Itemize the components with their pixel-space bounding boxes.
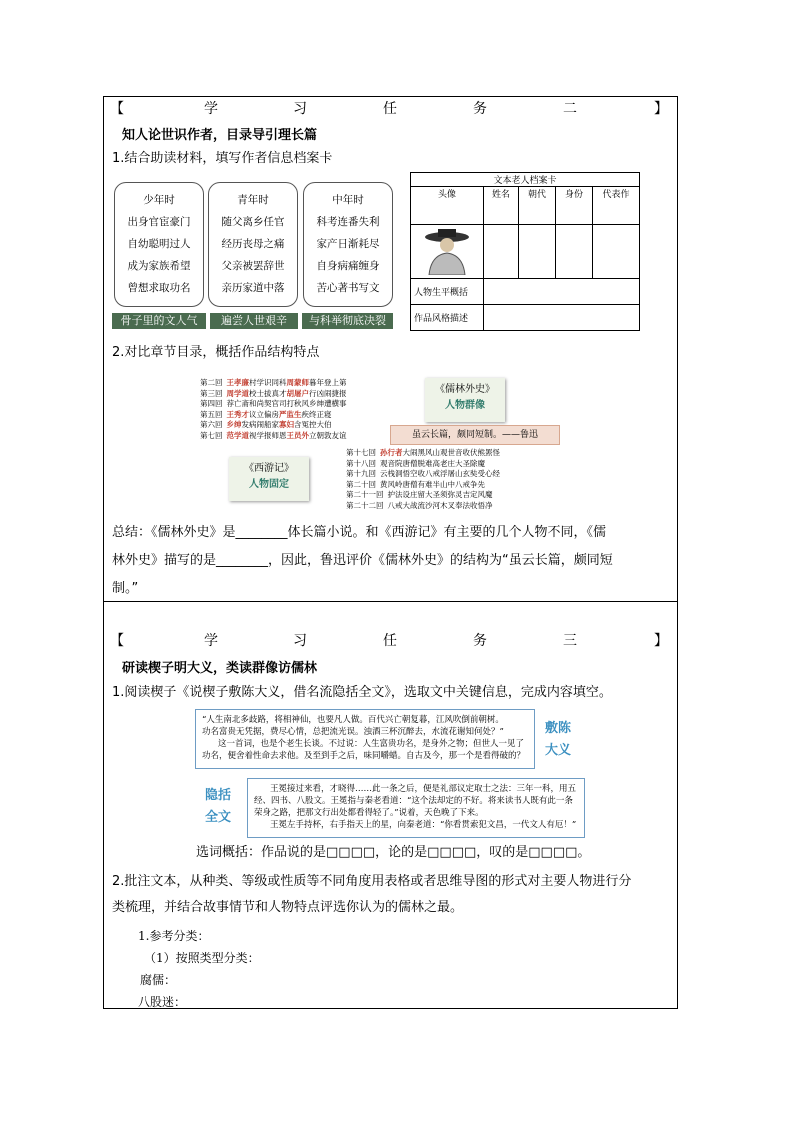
card-title: 中年时	[332, 194, 364, 206]
header-char: 习	[293, 101, 307, 117]
lu-xun-quote: 虽云长篇，颇同短制。——鲁迅	[390, 425, 560, 445]
middle-age-card	[303, 182, 393, 307]
chapter-d: 含冤控大伯	[294, 420, 332, 429]
card-line: 苦心著书写文	[316, 282, 380, 294]
chapter-no: 第十九回	[346, 469, 376, 478]
archive-header: 姓名	[484, 187, 519, 225]
chapter-b: 村学识同科	[249, 378, 287, 387]
chapter-b: 观音院唐僧脱难	[380, 458, 433, 468]
excerpt-line: 荣身之路，把那文行出处都看得轻了。”说着，天色晚了下来。	[254, 808, 484, 818]
chapter-row	[346, 459, 500, 470]
card-title: 青年时	[237, 194, 269, 206]
archive-card	[410, 172, 640, 331]
chapter-c: 周蒙师	[286, 378, 309, 387]
archive-row-label: 作品风格描述	[411, 305, 484, 331]
chapter-d: 浮屠山玄奘受心经	[440, 469, 500, 478]
chapter-row	[200, 389, 347, 400]
chapter-d: 立朝敦友谊	[309, 430, 347, 440]
chapter-b: 大闹黑风山	[402, 448, 440, 457]
card-tag: 与科举彻底决裂	[302, 313, 393, 329]
chapter-d: 半山中八戒争先	[432, 479, 485, 489]
archive-title: 文本老人档案卡	[411, 173, 640, 187]
chapter-d: 须弥灵吉定风魔	[440, 490, 493, 499]
chapter-no: 第二十一回	[346, 490, 384, 499]
chapter-row	[346, 448, 500, 459]
header-char: 务	[473, 633, 487, 649]
bracket-open: 【	[110, 633, 124, 649]
chapter-no: 第二十二回	[346, 500, 384, 510]
box2-label	[205, 785, 231, 829]
archive-header: 代表作	[593, 187, 640, 225]
reference-classification	[138, 925, 260, 1013]
card-line: 自幼聪明过人	[127, 238, 191, 250]
reference-line: 八股迷：	[138, 995, 187, 1009]
archive-header: 朝代	[519, 187, 556, 225]
card-line: 亲历家道中落	[221, 282, 285, 294]
chapter-b: 发病闹船家	[241, 420, 279, 429]
portrait-cell	[411, 225, 484, 279]
chapter-no: 第二回	[200, 378, 223, 387]
header-char: 学	[204, 101, 218, 117]
archive-header: 身份	[556, 187, 593, 225]
header-char: 务	[473, 101, 487, 117]
chapter-no: 第七回	[200, 430, 223, 440]
chapter-row	[200, 378, 347, 389]
excerpt-line: 功名富贵无凭据，费尽心情，总把流光误。浊酒三杯沉醉去，水流花谢知何处？”	[202, 727, 504, 737]
chapter-no: 第三回	[200, 388, 223, 398]
chapter-row	[346, 490, 500, 501]
xiyou-subtitle: 人物固定	[249, 479, 289, 490]
box1-label	[545, 718, 571, 762]
header-char: 习	[293, 633, 307, 649]
chapter-d: 暮年登上第	[309, 378, 347, 387]
chapter-a: 周学道	[226, 388, 249, 398]
xiyou-label	[229, 457, 309, 501]
chapter-c: 胡屠户	[286, 388, 309, 398]
chapter-no: 第十八回	[346, 458, 376, 468]
card-line: 父亲被罢辞世	[221, 260, 285, 272]
task2-header	[110, 98, 670, 118]
chapter-b: 校士拔真才	[249, 388, 287, 398]
card-line: 家产日渐耗尽	[316, 238, 380, 250]
chapter-no: 第四回	[200, 399, 223, 408]
chapter-row	[200, 399, 347, 410]
rulin-title: 《儒林外史》	[435, 384, 495, 395]
card-line: 科考连番失利	[316, 216, 380, 228]
chapter-b: 云栈洞悟空收八戒	[380, 469, 440, 478]
bracket-open: 【	[110, 101, 124, 117]
chapter-d: 打秋风乡绅遭横事	[286, 399, 347, 408]
label-line: 隐括	[205, 788, 232, 803]
rulin-label	[425, 378, 505, 422]
card-tag: 骨子里的文人气	[112, 313, 206, 329]
chapter-no: 第十七回	[346, 448, 376, 457]
label-line: 敷陈	[545, 721, 572, 736]
chapter-row	[346, 501, 500, 512]
chapter-a: 王秀才	[226, 409, 249, 419]
chapter-b: 八戒大战流沙河	[387, 500, 440, 510]
chapter-c: 严监生	[279, 409, 302, 419]
chapter-row	[200, 420, 347, 431]
chapter-b: 护法设庄留大圣	[387, 490, 440, 499]
task3-subtitle: 研读楔子明大义，类读群像访儒林	[122, 661, 318, 676]
chapter-row	[346, 480, 500, 491]
chapter-a: 孙行者	[380, 448, 403, 457]
summary-line: 总结：《儒林外史》是________体长篇小说。和《西游记》有主要的几个人物不同，《儒	[112, 525, 607, 540]
scholar-portrait-icon	[419, 225, 475, 275]
task3-question2	[112, 869, 672, 921]
chapter-c: 寡妇	[279, 420, 294, 429]
label-line: 全文	[205, 810, 232, 825]
excerpt-line: 这一首词，也是个老生长谈。不过说：人生富贵功名，是身外之物；但世人一见了	[218, 739, 525, 749]
chapter-b: 黄风岭唐僧有难	[380, 479, 433, 489]
chapter-no: 第五回	[200, 409, 223, 419]
card-line: 经历丧母之痛	[221, 238, 285, 250]
chapter-a: 乡绅	[226, 420, 242, 429]
chapter-a: 王孝廉	[226, 378, 249, 387]
chapter-d: 疾终正寝	[301, 409, 332, 419]
prologue-excerpt-box	[195, 709, 535, 769]
chapter-b: 荐亡斋和尚契官司	[226, 399, 287, 408]
header-char: 三	[563, 633, 577, 649]
rulin-chapter-list	[200, 378, 347, 441]
card-title: 少年时	[143, 194, 175, 206]
task2-question2: 2.对比章节目录，概括作品结构特点	[112, 345, 320, 360]
rulin-subtitle: 人物群像	[445, 400, 485, 411]
excerpt-line: 功名，便舍着性命去求他。及至到手之后，味同嚼蜡。自古及今，那一个是看得破的？	[202, 751, 526, 761]
xiyou-title: 《西游记》	[244, 463, 294, 474]
task2-summary	[112, 519, 672, 603]
bracket-close: 】	[654, 101, 668, 117]
chapter-a: 范学道	[226, 430, 249, 440]
excerpt-line: “人生南北多歧路，将相神仙，也要凡人做。百代兴亡朝复暮，江风吹倒前朝树。	[202, 715, 504, 725]
chapter-d: 观世音收伏熊罴怪	[440, 448, 500, 457]
label-line: 大义	[545, 743, 572, 758]
xiyou-chapter-list	[346, 448, 500, 511]
reference-line: 腐儒：	[140, 973, 177, 987]
chapter-d: 木叉奉法收悟净	[440, 500, 493, 510]
task3-question1: 1.阅读楔子《说楔子敷陈大义，借名流隐括全文》，选取文中关键信息，完成内容填空。	[112, 685, 612, 700]
chapter-d: 高老庄大圣除魔	[432, 458, 485, 468]
bracket-close: 】	[654, 633, 668, 649]
reference-line: 1.参考分类：	[138, 929, 210, 943]
excerpt-line: 经、四书、八股文。王冕指与秦老看道：“这个法却定的不好。将来读书人既有此一条	[254, 796, 573, 806]
archive-row-label: 人物生平概括	[411, 279, 484, 305]
youth-card	[114, 182, 204, 307]
fill-in-summary: 选词概括：作品说的是□□□□，论的是□□□□，叹的是□□□□。	[196, 845, 591, 860]
excerpt-line: 王冕接过来看，才晓得……此一条之后，便是礼部议定取士之法：三年一科，用五	[270, 784, 577, 794]
archive-header: 头像	[411, 187, 484, 225]
question-line: 2.批注文本，从种类、等级或性质等不同角度用表格或者思维导图的形式对主要人物进行分	[112, 874, 632, 889]
card-line: 自身病痛缠身	[316, 260, 380, 272]
chapter-row	[200, 431, 347, 442]
chapter-no: 第二十回	[346, 479, 376, 489]
chapter-no: 第六回	[200, 420, 223, 429]
card-line: 成为家族希望	[127, 260, 191, 272]
card-line: 出身官宦豪门	[127, 216, 191, 228]
card-line: 随父离乡任官	[221, 216, 285, 228]
question-line: 类梳理，并结合故事情节和人物特点评选你认为的儒林之最。	[112, 900, 464, 915]
wangmian-excerpt-box	[247, 778, 585, 838]
header-char: 学	[204, 633, 218, 649]
header-char: 二	[563, 101, 577, 117]
task3-header	[110, 630, 670, 650]
task2-subtitle: 知人论世识作者，目录导引理长篇	[122, 128, 318, 143]
chapter-row	[346, 469, 500, 480]
summary-line: 林外史》描写的是________，因此，鲁迅评价《儒林外史》的结构为“虽云长篇，颇同短	[112, 553, 613, 568]
chapter-c: 王员外	[286, 430, 309, 440]
excerpt-line: 王冕左手持杯，右手指天上的星，向秦老道：“你看贯索犯文昌，一代文人有厄！”	[270, 820, 577, 830]
header-char: 任	[383, 633, 397, 649]
header-char: 任	[383, 101, 397, 117]
chapter-b: 议立偏房	[249, 409, 279, 419]
card-line: 曾想求取功名	[127, 282, 191, 294]
chapter-row	[200, 410, 347, 421]
chapter-d: 行凶闹捷报	[309, 388, 347, 398]
chapter-b: 视学报师恩	[249, 430, 287, 440]
task2-question1: 1.结合助读材料，填写作者信息档案卡	[112, 151, 333, 166]
card-tag: 遍尝人世艰辛	[210, 313, 298, 329]
young-adult-card	[208, 182, 298, 307]
reference-line: （1）按照类型分类：	[144, 951, 260, 965]
summary-line: 制。”	[112, 581, 139, 596]
